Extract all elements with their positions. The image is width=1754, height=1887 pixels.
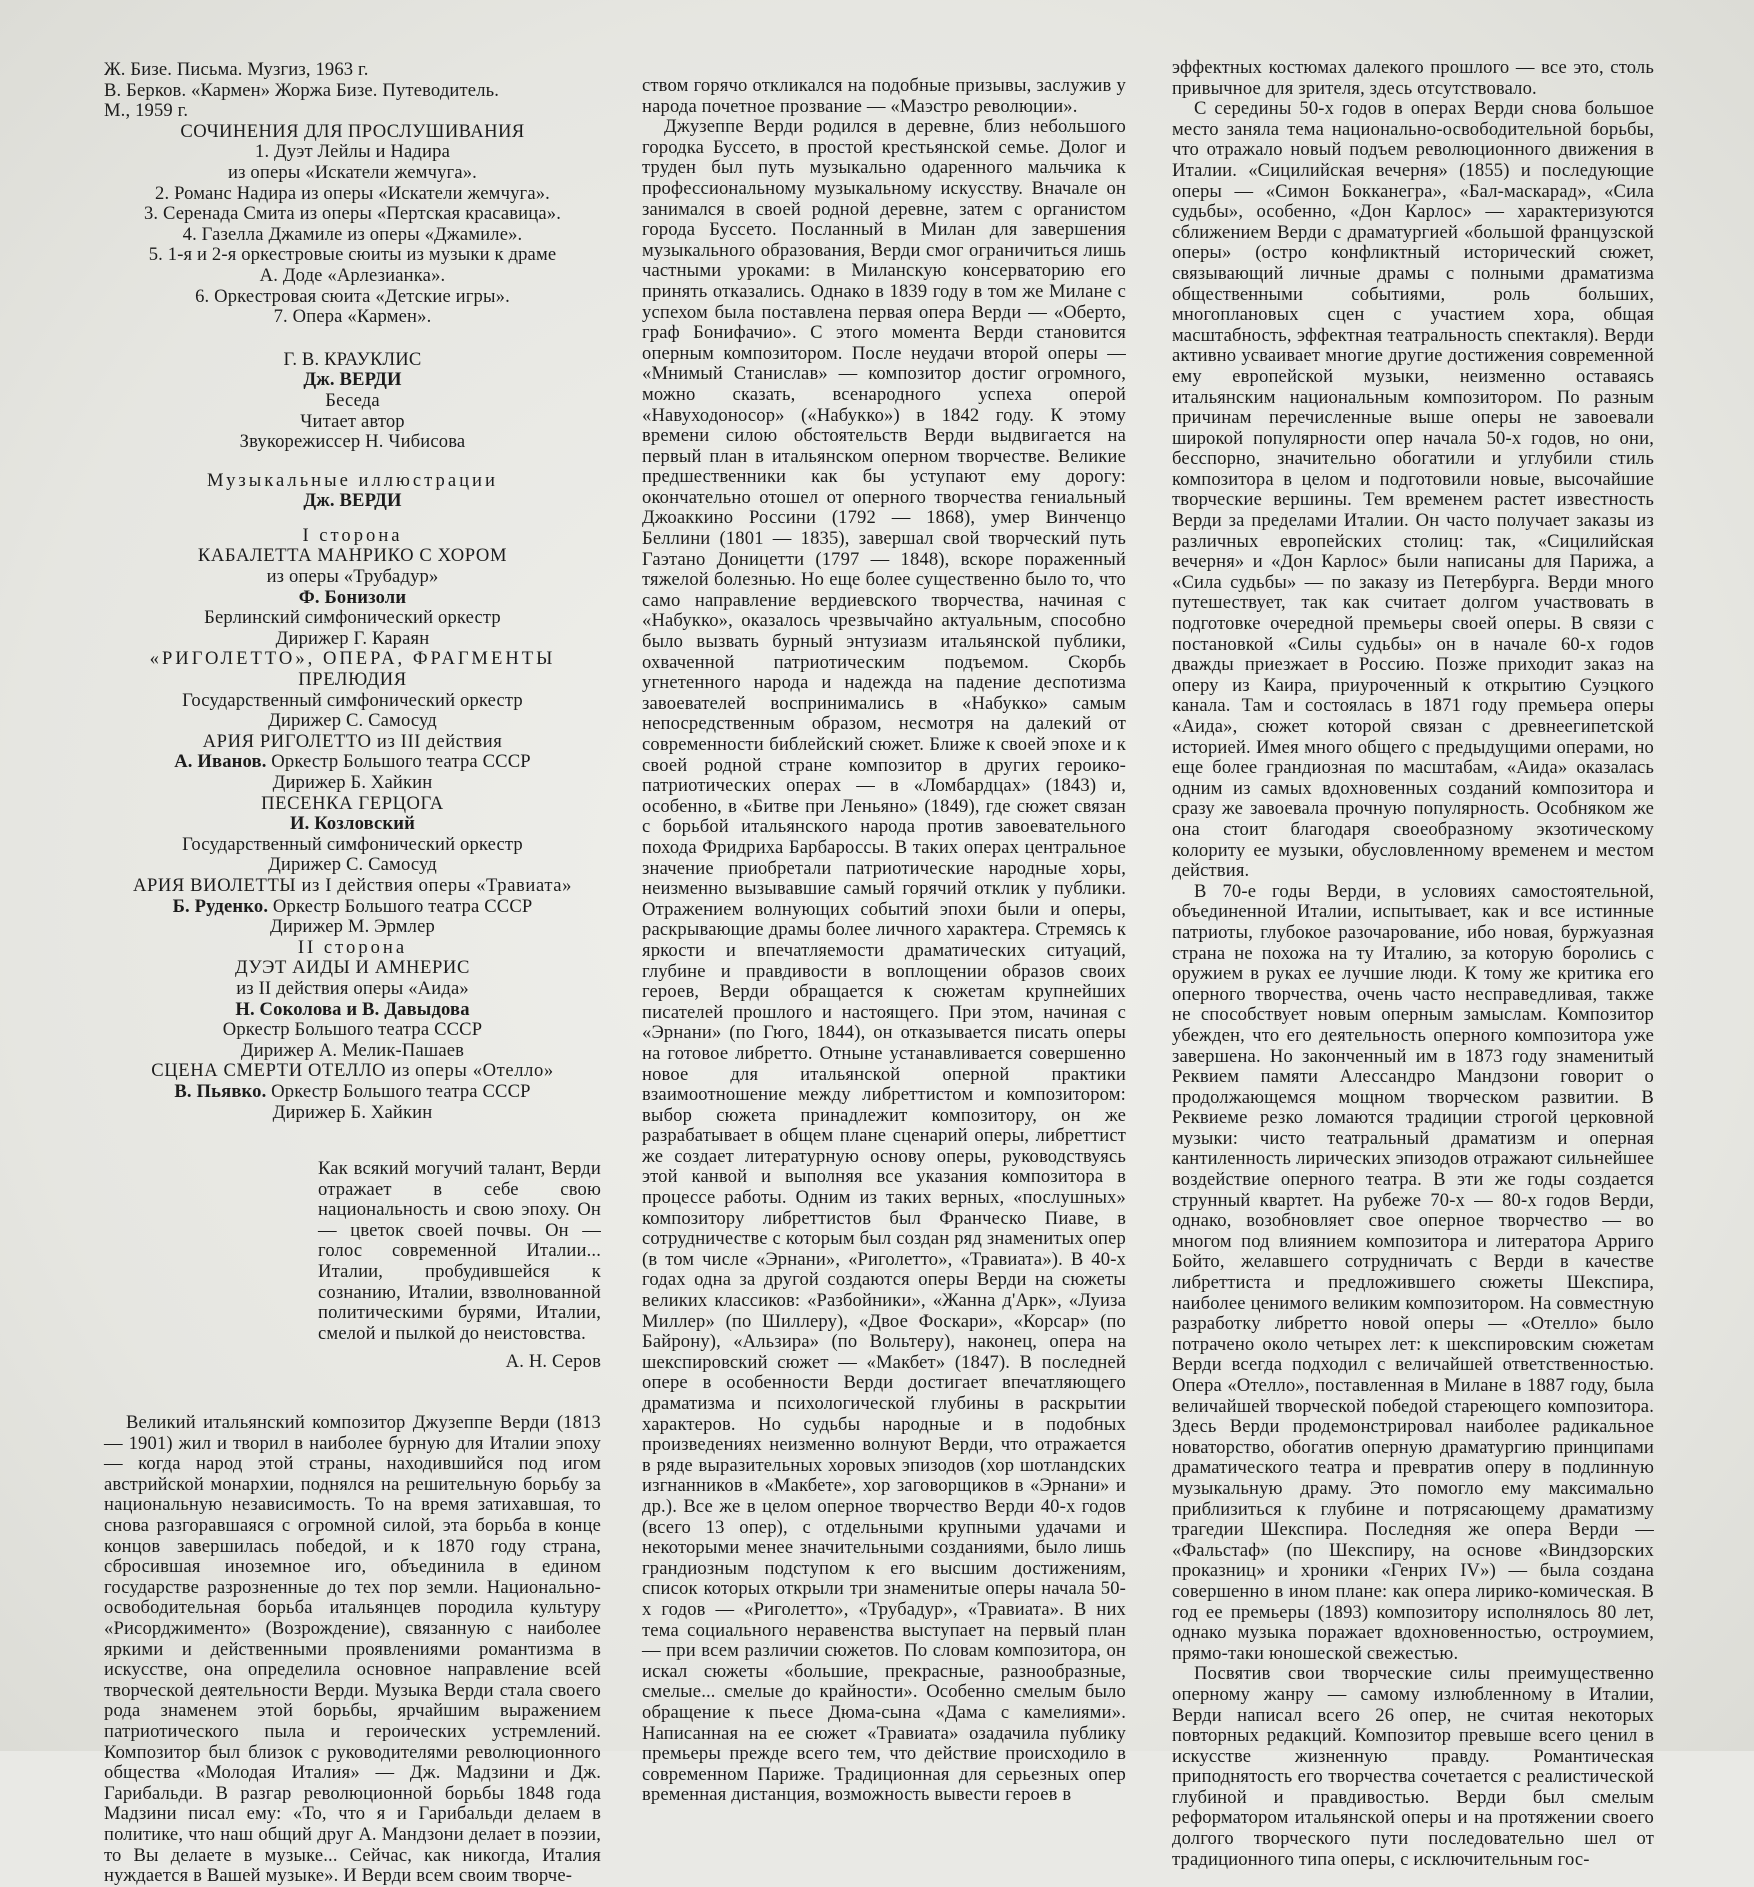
track-line: II сторона <box>297 936 408 958</box>
credits-author: Г. В. КРАУКЛИС <box>283 348 422 370</box>
track-line: Ф. Бонизоли <box>298 586 407 608</box>
works-item: 6. Оркестровая сюита «Детские игры». <box>195 285 510 307</box>
track-line: I сторона <box>302 524 403 546</box>
track-line: Дирижер Г. Караян <box>275 627 430 649</box>
works-item: 7. Опера «Кармен». <box>273 306 432 328</box>
performer-name: Б. Руденко. <box>172 895 269 917</box>
works-item: 1. Дуэт Лейлы и Надира <box>255 141 450 163</box>
article-body-middle <box>642 76 1126 1806</box>
track-line: Государственный симфонический оркестр <box>182 833 523 855</box>
performer-name: А. Иванов. <box>174 751 267 773</box>
track-line: Дирижер Б. Хайкин <box>272 1101 433 1123</box>
epigraph-text: Как всякий могучий талант, Верди отражает в себе свою национальность и свою эпоху. Он — цветок своей почвы. Он — голос современной Италии... Италии, пробудившейся к сознанию, Италии, взволнованной политическими бурями, Италии, смелой и пылкой до неистовства. <box>318 1158 601 1344</box>
article-paragraph: В 70-е годы Верди, в условиях самостоятельной, объединенной Италии, испытывает, как и все истинные патриоты, глубокое разочарование, ибо новая, буржуазная страна не похожа на ту Италию, за которую боролись с оружием в руках ее лучшие люди. К тому же критика его оперного творчества, очень часто несправедливая, также не способствует новым оперным замыслам. Композитор убежден, что его деятельность оперного композитора уже завершена. Но законченный им в 1873 году знаменитый Реквием памяти Алессандро Мандзони говорит о продолжающемся мощном творческом развитии. В Реквиеме резко ломаются традиции строгой церковной музыки: чисто театральный драматизм и оперная кантиленность лирических эпизодов отражают сильнейшее воздействие оперного театра. В эти же годы создается струнный квартет. На рубеже 70-х — 80-х годов Верди, однако, возобновляет свое оперное творчество — во многом под влиянием композитора и литератора Арриго Бойто, желавшего сотрудничать с Верди в качестве либреттиста и предложившего сюжеты Шекспира, наиболее ценимого великим композитором. На совместную разработку либретто новой оперы — «Отелло» было потрачено около четырех лет: к шекспировским сюжетам Верди всегда подходил с величайшей ответственностью. Опера «Отелло», поставленная в Милане в 1887 году, была величайшей творческой победой стареющего композитора. Здесь Верди продемонстрировал наиболее радикальное новаторство, обогатив оперную драматургию принципами драматического театра и превратив оперу в подлинную музыкальную драму. Это помогло ему максимально приблизиться к глубине и потрясающему драматизму трагедии Шекспира. Последняя же опера Верди — «Фальстаф» (по Шекспиру, на основе «Виндзорских проказниц» и хроники «Генрих IV») — была создана совершенно в ином плане: как опера лирико-комическая. В год ее премьеры (1893) композитору исполнялось 80 лет, однако музыка поражает вдохновенностью, остроумием, прямо-таки юношеской свежестью. <box>1172 880 1654 1664</box>
article-paragraph: Посвятив свои творческие силы преимущественно оперному жанру — самому излюбленному в Италии, Верди написал всего 26 опер, не считая некоторых повторных редакций. Композитор превыше всего ценил в искусстве жизненную правду. Романтическая приподнятость его творчества сочетается с реалистической глубиной и правдивостью. Верди был смелым реформатором итальянской оперы и на протяжении своего долгого творческого пути последовательно шел от традиционного типа оперы, с исключительным гос- <box>1172 1663 1654 1870</box>
track-line: Дирижер С. Самосуд <box>268 854 437 876</box>
track-line: АРИЯ ВИОЛЕТТЫ из I действия оперы «Травиата» <box>132 874 573 896</box>
track-line: Оркестр Большого театра СССР <box>222 1019 483 1041</box>
article-paragraph: Великий итальянский композитор Джузеппе Верди (1813 — 1901) жил и творил в наиболее бурную для Италии эпоху — когда народ этой страны, находившийся под игом австрийской монархии, поднялся на решительную борьбу за национальную независимость. То на время затихавшая, то снова разгоравшаяся с огромной силой, эта борьба в конце концов завершилась победой, и к 1870 году страна, сбросившая иноземное иго, объединила в едином государстве разрозненные до тех пор земли. Национально-освободительная борьба итальянцев породила культуру «Рисорджименто» (Возрождение), связанную с наиболее яркими и действенными проявлениями романтизма в искусстве, она определила основное направление всей творческой деятельности Верди. Музыка Верди стала своего рода знаменем этой борьбы, ярчайшим выражением патриотического пыла и героических устремлений. Композитор был близок с руководителями революционного общества «Молодая Италия» — Дж. Мадзини и Дж. Гарибальди. В разгар революционной борьбы 1848 года Мадзини писал ему: «То, что я и Гарибальди делаем в политике, что наш общий друг А. Мандзони делает в поэзии, то Вы делаете в музыке... Сейчас, как никогда, Италия нуждается в Вашей музыке». И Верди всем своим творче- <box>104 1412 601 1887</box>
track-line: Дирижер С. Самосуд <box>268 710 437 732</box>
works-item: А. Доде «Арлезианка». <box>259 264 446 286</box>
works-item: 3. Серенада Смита из оперы «Пертская красавица». <box>143 203 562 225</box>
article-paragraph: Джузеппе Верди родился в деревне, близ небольшого городка Буссето, в простой крестьянской семье. Долог и труден был путь музыкально одаренного мальчика к профессиональному музыкальному искусству. Вначале он занимался в своей родной деревне, затем с органистом города Буссето. Посланный в Милан для завершения музыкального образования, Верди смог ограничиться лишь частными уроками: в Миланскую консерваторию его принять отказались. Однако в 1839 году в том же Милане с успехом была поставлена первая опера Верди — «Оберто, граф Бонифачио». С этого момента Верди становится оперным композитором. После неудачи второй оперы — «Мнимый Станислав» — композитор достиг огромного, можно сказать, всенародного успеха оперой «Навуходоносор» («Набукко») в 1842 году. К этому времени силою обстоятельств Верди выдвигается на первый план в итальянском оперном творчестве. Великие предшественники как бы уступают ему дорогу: окончательно отошел от оперного творчества гениальный Джоаккино Россини (1792 — 1868), умер Винченцо Беллини (1801 — 1835), завершал свой творческий путь Гаэтано Доницетти (1797 — 1848), вскоре пораженный тяжелой болезнью. Но еще более существенно было то, что само направление вердиевского творчества, начиная с «Набукко», оказалось чрезвычайно актуальным, способно было вызвать бурный энтузиазм итальянской публики, охваченной патриотическим подъемом. Скорбь угнетенного народа и надежда на падение деспотизма завоевателей воспринимались в «Набукко» самым непосредственным образом, несмотря на далекий от современности библейский сюжет. Ближе к своей эпохе и к своей родной стране композитор в других героико-патриотических операх — в «Ломбардцах» (1843) и, особенно, в «Битве при Леньяно» (1849), где сюжет связан с борьбой итальянского народа против завоевательного похода Фридриха Барбароссы. В таких операх центральное значение приобретали патриотические народные хоры, неизменно вызывавшие самый горячий отклик у публики. Отражением волнующих событий эпохи были и оперы, раскрывающие драмы более личного характера. Стремясь к яркости и впечатляемости драматических ситуаций, глубине и правдивости в воплощении образов своих героев, Верди обращается к сюжетам крупнейших писателей прошлого и настоящего. При этом, начиная с «Эрнани» (по Гюго, 1844), он отказывается писать оперы на готовое либретто. Отныне устанавливается совершенно новое для итальянской оперной практики взаимоотношение между либреттистом и композитором: выбор сюжета принадлежит композитору, он же разрабатывает в общем плане сценарий оперы, либреттист же создает литературную основу оперы, руководствуясь этой канвой и выполняя все указания композитора в процессе работы. Одним из таких верных, «послушных» композитору либреттистов был Франческо Пиаве, в сотрудничестве с которым был создан ряд знаменитых опер (в том числе «Эрнани», «Риголетто», «Травиата»). В 40-х годах одна за другой создаются оперы Верди на сюжеты великих классиков: «Разбойники», «Жанна д'Арк», «Луиза Миллер» (по Шиллеру), «Двое Фоскари», «Корсар» (по Байрону), «Альзира» (по Вольтеру), наконец, опера на шекспировский сюжет — «Макбет» (1847). В последней опере в особенности Верди достигает впечатляющего драматизма и психологической глубины в раскрытии характеров. Но судьбы народные и в подобных произведениях неизменно волнуют Верди, что отражается в ряде выразительных хоровых эпизодов (хор шотландских изгнанников в «Макбете», хор заговорщиков в «Эрнани» и др.). Все же в целом оперное творчество Верди 40-х годов (всего 13 опер), с отдельными крупными удачами и некоторыми менее значительными созданиями, было лишь грандиозным подступом к его высшим достижениям, список которых открыли три знаменитые оперы начала 50-х годов — «Риголетто», «Трубадур», «Травиата». В них тема социального неравенства выступает на первый план — при всем различии сюжетов. По словам композитора, он искал сюжеты «большие, прекрасные, разнообразные, смелые... смелые до крайности». Особенно смелым было обращение к пьесе Дюма-сына «Дама с камелиями». Написанная на ее сюжет «Травиата» озадачила публику премьеры прежде всего тем, что действие происходило в современном Париже. Традиционная для серьезных опер временная дистанция, возможность вывести героев в <box>642 116 1126 1806</box>
track-line: ПЕСЕНКА ГЕРЦОГА <box>261 792 444 814</box>
track-line: Дирижер А. Мелик-Пашаев <box>240 1039 465 1061</box>
column-left <box>104 60 601 1887</box>
bibliography-entry: М., 1959 г. <box>104 100 189 122</box>
credits-title: Дж. ВЕРДИ <box>303 369 402 391</box>
article-paragraph: С середины 50-х годов в операх Верди снова большое место заняла тема национально-освободительной борьбы, что отражало новый подъем революционного движения в Италии. «Сицилийская вечерня» (1855) и последующие оперы — «Симон Бокканегра», «Бал-маскарад», «Сила судьбы», особенно, «Дон Карлос» — характеризуются сближением Верди с драматургией «большой французской оперы» (остро конфликтный исторический сюжет, связывающий личные драмы с полными драматизма общественными событиями, роль больших, многоплановых сцен с участием хора, общая масштабность, эффектная театральность спектакля). Верди активно усваивает многие другие достижения современной ему европейской музыки, неизменно оставаясь итальянским национальным композитором. По разным причинам перечисленные выше оперы не завоевали широкой популярности опер начала 50-х годов, но они, бесспорно, значительно обогатили и углубили стиль композитора в целом и подготовили новые, высочайшие творческие вершины. Тем временем растет известность Верди за пределами Италии. Он часто получает заказы из различных европейских столиц: так, «Сицилийская вечерня» и «Дон Карлос» были написаны для Парижа, а «Сила судьбы» — по заказу из Петербурга. Верди много путешествует, так как считает долгом участвовать в подготовке очередной премьеры своей оперы. В связи с постановкой «Силы судьбы» он в начале 60-х годов дважды приезжает в Россию. Позже приходит заказ на оперу из Каира, приуроченный к открытию Суэцкого канала. Там и состоялась в 1871 году премьера оперы «Аида», сюжет которой связан с древнеегипетской историей. Имея много общего с предыдущими операми, но еще более грандиозная по масштабам, «Аида» оказалась одним из самых вдохновенных созданий композитора и сразу же завоевала прочную популярность. Особняком же она стоит благодаря своеобразному экзотическому колориту ее музыки, обусловленному временем и местом действия. <box>1172 98 1654 882</box>
track-line: Б. Руденко. Оркестр Большого театра СССР <box>172 895 533 917</box>
article-paragraph: ством горячо откликался на подобные призывы, заслужив у народа почетное прозвание — «Маэстро революции». <box>642 75 1126 117</box>
track-line: Дирижер М. Эрмлер <box>270 916 435 938</box>
works-item: 5. 1-я и 2-я оркестровые сюиты из музыки к драме <box>148 244 557 266</box>
track-line: В. Пьявко. Оркестр Большого театра СССР <box>174 1080 531 1102</box>
track-line: А. Иванов. Оркестр Большого театра СССР <box>174 751 531 773</box>
track-line: И. Козловский <box>290 813 415 835</box>
works-item: 4. Газелла Джамиле из оперы «Джамиле». <box>182 223 523 245</box>
works-list <box>104 142 601 327</box>
works-heading: СОЧИНЕНИЯ ДЛЯ ПРОСЛУШИВАНИЯ <box>180 120 525 142</box>
track-list <box>104 526 601 1123</box>
article-body-left <box>104 1413 601 1887</box>
track-line: ДУЭТ АИДЫ И АМНЕРИС <box>235 957 470 979</box>
track-line: из оперы «Трубадур» <box>266 566 439 588</box>
epigraph-author: А. Н. Серов <box>505 1351 601 1373</box>
credits-engineer: Звукорежиссер Н. Чибисова <box>239 431 466 453</box>
track-line: Дирижер Б. Хайкин <box>272 772 433 793</box>
epigraph <box>318 1159 601 1373</box>
credits-illustrations: Музыкальные иллюстрации <box>207 469 498 491</box>
credits <box>104 350 601 1123</box>
track-line: Государственный симфонический оркестр <box>182 689 523 711</box>
track-line: «РИГОЛЕТТО», ОПЕРА, ФРАГМЕНТЫ <box>149 648 556 670</box>
article-paragraph: эффектных костюмах далекого прошлого — все это, столь привычное для зрителя, здесь отсутствовало. <box>1172 57 1654 99</box>
track-line: СЦЕНА СМЕРТИ ОТЕЛЛО из оперы «Отелло» <box>151 1060 554 1082</box>
works-item: из оперы «Искатели жемчуга». <box>228 161 477 183</box>
track-line: АРИЯ РИГОЛЕТТО из III действия <box>202 730 503 752</box>
track-line: Н. Соколова и В. Давыдова <box>235 998 470 1020</box>
track-line: из II действия оперы «Аида» <box>236 977 469 999</box>
track-line: Берлинский симфонический оркестр <box>204 607 501 629</box>
credits-composer: Дж. ВЕРДИ <box>303 490 402 512</box>
bibliography-entry: Ж. Бизе. Письма. Музгиз, 1963 г. <box>104 59 369 80</box>
track-line: КАБАЛЕТТА МАНРИКО С ХОРОМ <box>197 545 508 567</box>
works-item: 2. Романс Надира из оперы «Искатели жемчуга». <box>155 182 550 204</box>
credits-genre: Беседа <box>325 389 380 411</box>
credits-reader: Читает автор <box>300 410 405 432</box>
bibliography-entry: В. Берков. «Кармен» Жоржа Бизе. Путеводитель. <box>104 79 500 101</box>
article-body-right <box>1172 58 1654 1870</box>
track-line: ПРЕЛЮДИЯ <box>298 669 407 691</box>
performer-name: В. Пьявко. <box>174 1080 267 1102</box>
bibliography <box>104 60 601 122</box>
